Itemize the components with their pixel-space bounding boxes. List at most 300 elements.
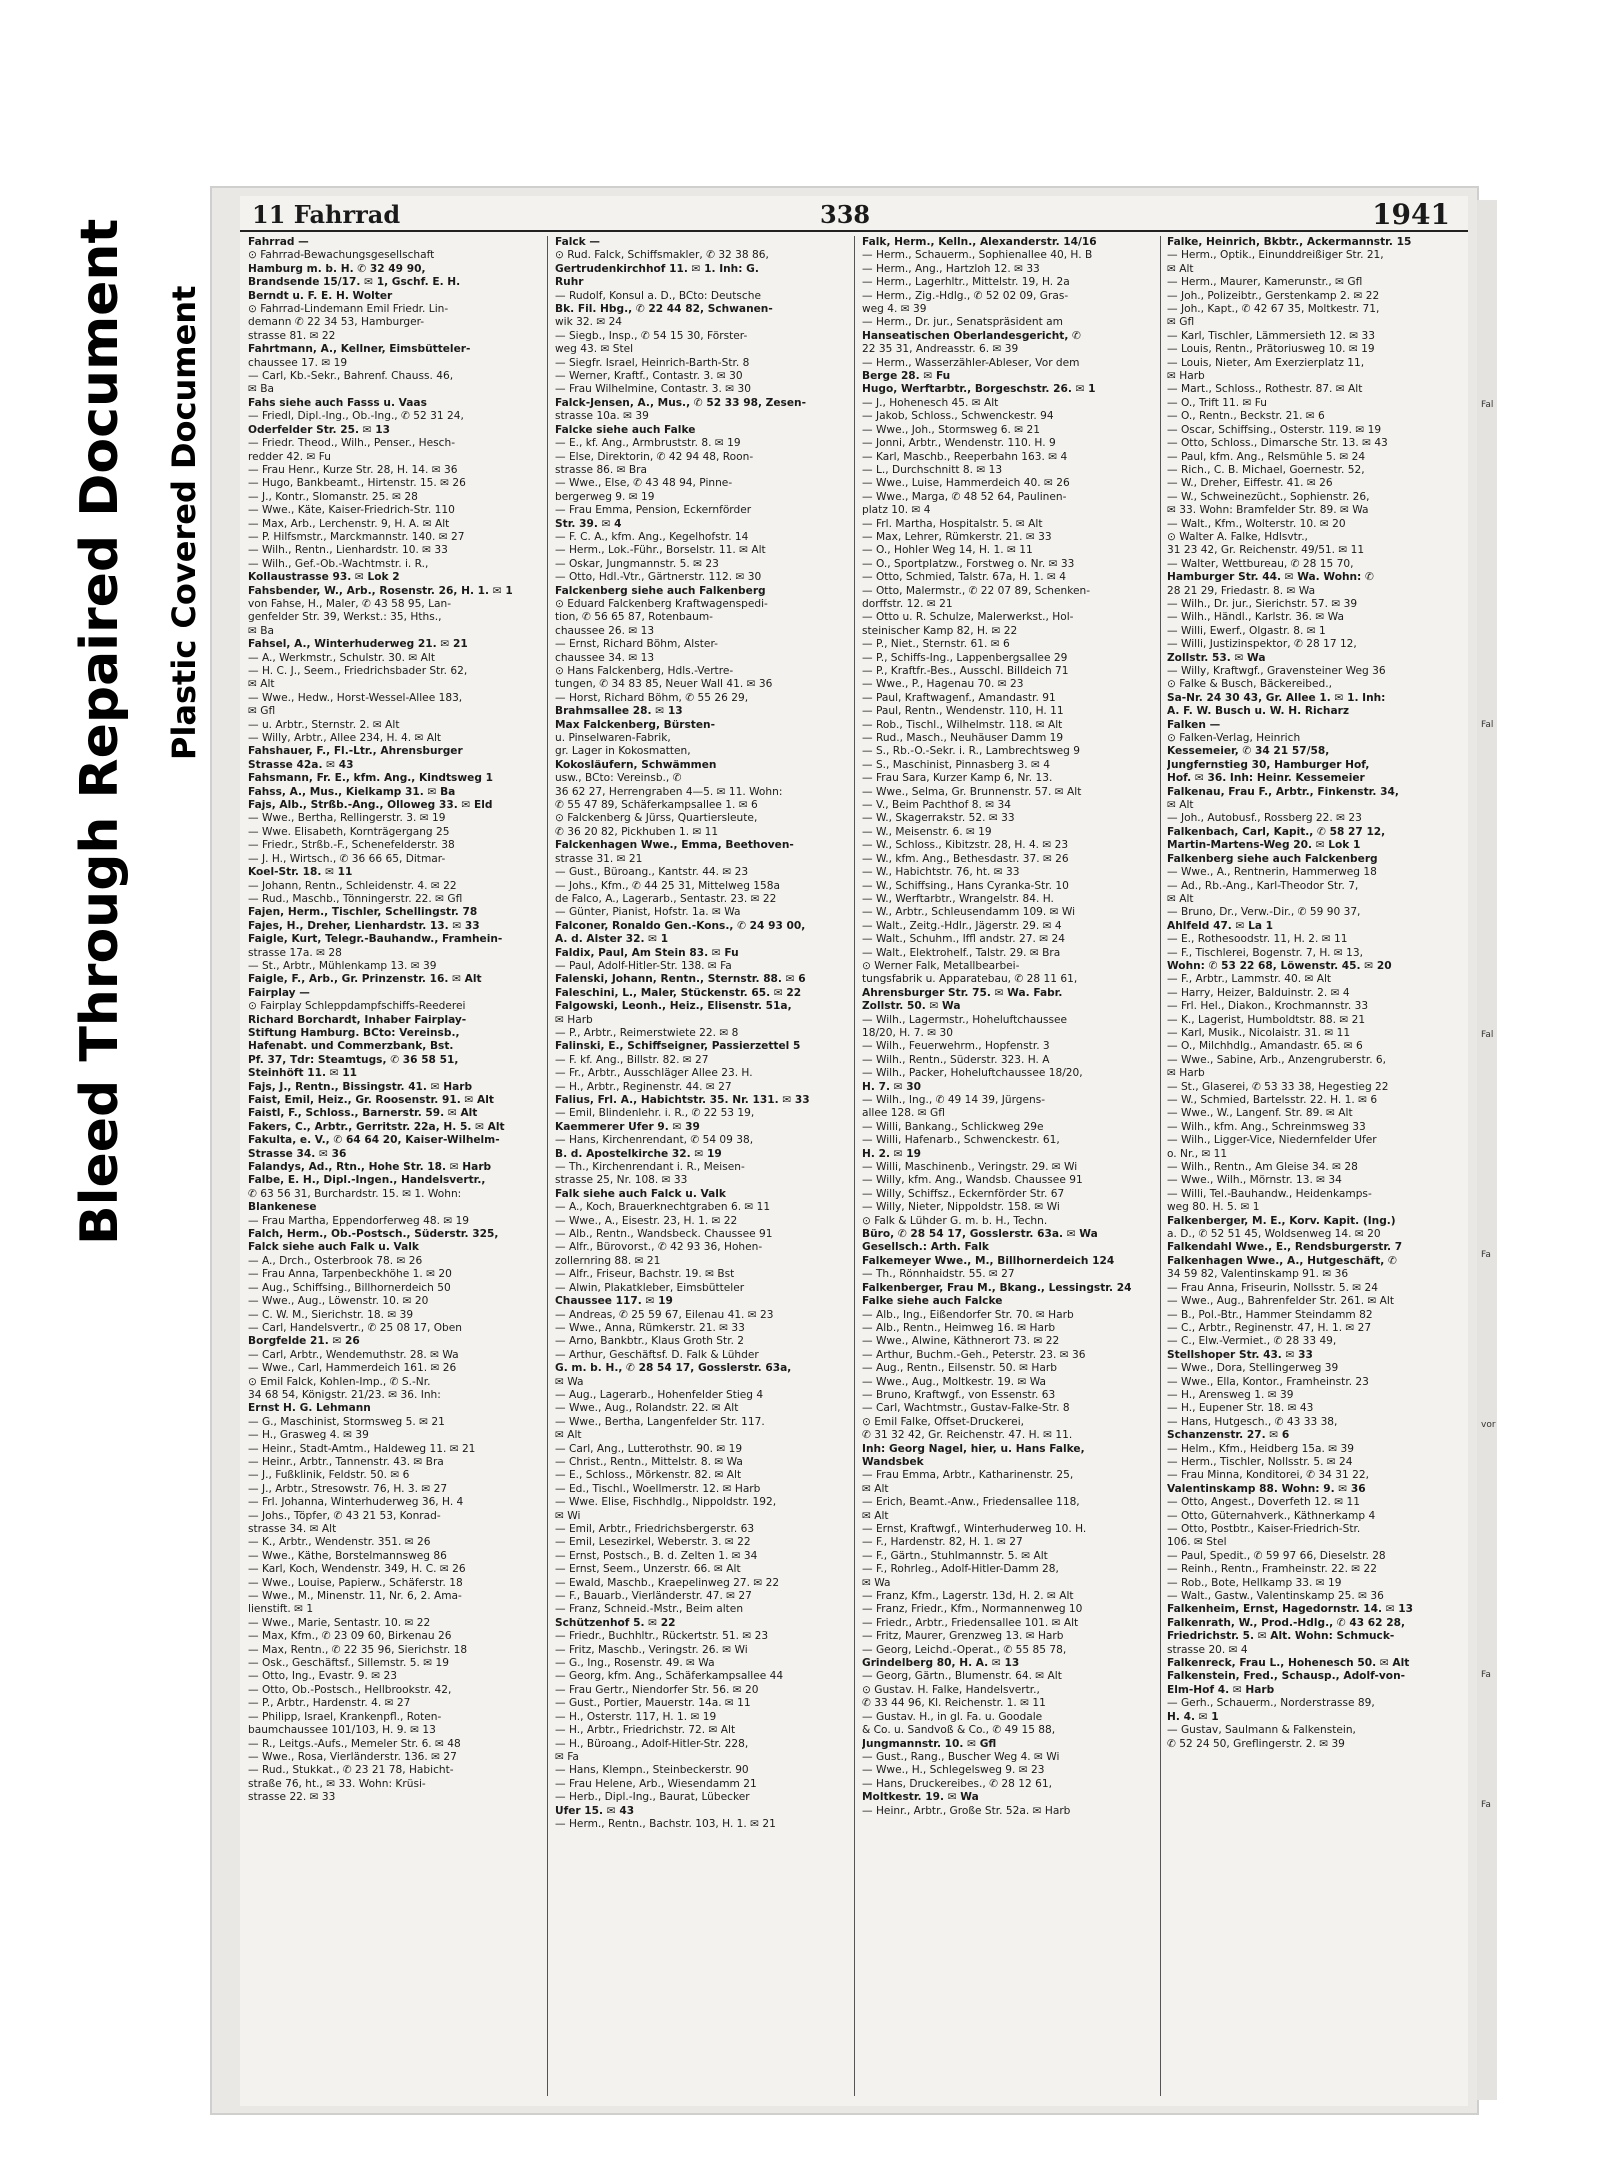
directory-entry: Fahrtmann, A., Kellner, Eimsbütteler-	[248, 343, 471, 356]
directory-entry: Inh: Georg Nagel, hier, u. Hans Falke,	[862, 1442, 1085, 1455]
directory-column-4	[1167, 236, 1462, 1751]
directory-entry: — Rud., Masch., Neuhäuser Damm 19	[862, 732, 1064, 745]
directory-entry: — Carl, Wachtmstr., Gustav-Falke-Str. 8	[862, 1402, 1070, 1415]
directory-entry: — A., Werkmstr., Schulstr. 30. ✉ Alt	[248, 651, 435, 664]
directory-entry: — Otto, Güternahverk., Käthnerkamp 4	[1167, 1509, 1376, 1522]
directory-entry: — P. Hilfsmstr., Marckmannstr. 140. ✉ 27	[248, 530, 465, 543]
directory-entry: ⊙ Gustav. H. Falke, Handelsvertr.,	[862, 1683, 1040, 1696]
directory-entry: — H., Eupener Str. 18. ✉ 43	[1167, 1402, 1314, 1415]
directory-entry: — F., Rohrleg., Adolf-Hitler-Damm 28,	[862, 1563, 1059, 1576]
directory-entry: — Wwe., Ella, Kontor., Framheinstr. 23	[1167, 1375, 1369, 1388]
directory-entry: — Ernst, Seem., Unzerstr. 66. ✉ Alt	[555, 1563, 741, 1576]
directory-entry: Fahs siehe auch Fasss u. Vaas	[248, 396, 427, 409]
directory-entry: — Karl, Koch, Wendenstr. 349, H. C. ✉ 26	[248, 1563, 466, 1576]
directory-entry: gr. Lager in Kokosmatten,	[555, 745, 691, 758]
directory-entry: ✉ Alt	[862, 1482, 889, 1495]
directory-entry: — Walt., Zeitg.-Hdlr., Jägerstr. 29. ✉ 4	[862, 919, 1062, 932]
directory-entry: Kessemeier, ✆ 34 21 57/58,	[1167, 745, 1330, 758]
directory-entry: Büro, ✆ 28 54 17, Gosslerstr. 63a. ✉ Wa	[862, 1228, 1098, 1241]
directory-entry: — Willi, Bankang., Schlickweg 29e	[862, 1120, 1044, 1133]
directory-entry: Fajs, J., Rentn., Bissingstr. 41. ✉ Harb	[248, 1080, 473, 1093]
directory-entry: — Frau Henr., Kurze Str. 28, H. 14. ✉ 36	[248, 463, 458, 476]
directory-entry: — W., Meisenstr. 6. ✉ 19	[862, 825, 992, 838]
directory-entry: Falkenrath, W., Prod.-Hdlg., ✆ 43 62 28,	[1167, 1616, 1405, 1629]
directory-entry: — Paul, Adolf-Hitler-Str. 138. ✉ Fa	[555, 959, 732, 972]
directory-entry: — Hugo, Bankbeamt., Hirtenstr. 15. ✉ 26	[248, 477, 466, 490]
directory-entry: — Wwe. Elisabeth, Kornträgergang 25	[248, 825, 450, 838]
directory-entry: — Otto u. R. Schulze, Malerwerkst., Hol-	[862, 611, 1074, 624]
directory-entry: Fairplay —	[248, 986, 310, 999]
directory-entry: Hanseatischen Oberlandesgericht, ✆	[862, 329, 1081, 342]
directory-entry: Berge 28. ✉ Fu	[862, 370, 951, 383]
adjacent-page-fragment: Fa	[1481, 1800, 1491, 1810]
directory-entry: — Horst, Richard Böhm, ✆ 55 26 29,	[555, 691, 749, 704]
directory-entry: — Frau Gertr., Niendorfer Str. 56. ✉ 20	[555, 1683, 759, 1696]
directory-entry: — W., Schiffsing., Hans Cyranka-Str. 10	[862, 879, 1069, 892]
directory-entry: — Wwe., Bertha, Langenfelder Str. 117.	[555, 1415, 765, 1428]
directory-entry: ✉ Ba	[248, 624, 275, 637]
directory-entry: B. d. Apostelkirche 32. ✉ 19	[555, 1147, 722, 1160]
directory-entry: Falckenhagen Wwe., Emma, Beethoven-	[555, 839, 794, 852]
directory-entry: — Paul, Spedit., ✆ 59 97 66, Dieselstr. 28	[1167, 1549, 1386, 1562]
directory-entry: — Wwe., Marga, ✆ 48 52 64, Paulinen-	[862, 490, 1067, 503]
directory-entry: — Paul, kfm. Ang., Relsmühle 5. ✉ 24	[1167, 450, 1366, 463]
directory-entry: ✉ Alt	[1167, 892, 1194, 905]
directory-entry: — Ed., Tischl., Woellmerstr. 12. ✉ Harb	[555, 1482, 761, 1495]
page-header	[240, 196, 1468, 232]
directory-entry: — J., Arbtr., Stresowstr. 76, H. 3. ✉ 27	[248, 1482, 448, 1495]
directory-entry: — Andreas, ✆ 25 59 67, Eilenau 41. ✉ 23	[555, 1308, 774, 1321]
directory-entry: o. Nr., ✉ 11	[1167, 1147, 1228, 1160]
running-head-left: 11 Fahrrad	[252, 200, 401, 229]
directory-entry: — P., Arbtr., Reimerstwiete 22. ✉ 8	[555, 1026, 739, 1039]
directory-entry: — Aug., Schiffsing., Billhornerdeich 50	[248, 1281, 451, 1294]
directory-entry: — Herm., Schauerm., Sophienallee 40, H. B	[862, 249, 1093, 262]
directory-entry: Falkenberger, Frau M., Bkang., Lessingstr. 24	[862, 1281, 1132, 1294]
directory-entry: Fajs, Alb., Strßb.-Ang., Olloweg 33. ✉ Eld	[248, 799, 493, 812]
directory-entry: — B., Pol.-Btr., Hammer Steindamm 82	[1167, 1308, 1373, 1321]
directory-entry: — J., Hohenesch 45. ✉ Alt	[862, 396, 999, 409]
directory-entry: Falck siehe auch Falk u. Valk	[248, 1241, 419, 1254]
directory-entry: — Franz, Kfm., Lagerstr. 13d, H. 2. ✉ Alt	[862, 1590, 1074, 1603]
directory-entry: — Wilh., Händl., Karlstr. 36. ✉ Wa	[1167, 611, 1344, 624]
directory-entry: Koel-Str. 18. ✉ 11	[248, 866, 353, 879]
directory-entry: ✉ Harb	[555, 1013, 593, 1026]
directory-entry: — P., Arbtr., Hardenstr. 4. ✉ 27	[248, 1697, 411, 1710]
directory-entry: — K., Lagerist, Humboldtstr. 88. ✉ 21	[1167, 1013, 1366, 1026]
directory-entry: u. Pinselwaren-Fabrik,	[555, 732, 671, 745]
directory-entry: — Herb., Dipl.-Ing., Baurat, Lübecker	[555, 1791, 750, 1804]
directory-entry: — W., Schloss., Kibitzstr. 28, H. 4. ✉ 23	[862, 839, 1069, 852]
directory-entry: — Wwe., Aug., Löwenstr. 10. ✉ 20	[248, 1295, 429, 1308]
directory-entry: — Max, Lehrer, Rümkerstr. 21. ✉ 33	[862, 530, 1052, 543]
directory-column-3	[862, 236, 1157, 1818]
scanned-page	[212, 188, 1477, 2113]
directory-entry: — Wwe., A., Rentnerin, Hammerweg 18	[1167, 866, 1377, 879]
directory-entry: Friedrichstr. 5. ✉ Alt. Wohn: Schmuck-	[1167, 1630, 1395, 1643]
directory-entry: Strasse 42a. ✉ 43	[248, 758, 354, 771]
directory-entry: — Otto, Postbtr., Kaiser-Friedrich-Str.	[1167, 1523, 1361, 1535]
directory-entry: weg 43. ✉ Stel	[555, 343, 634, 356]
directory-entry: — Herm., Zig.-Hdlg., ✆ 52 02 09, Gras-	[862, 289, 1069, 302]
directory-entry: — E., Schloss., Mörkenstr. 82. ✉ Alt	[555, 1469, 742, 1482]
directory-entry: — C. W. M., Sierichstr. 18. ✉ 39	[248, 1308, 414, 1321]
directory-entry: Stiftung Hamburg. BCto: Vereinsb.,	[248, 1026, 460, 1039]
directory-entry: de Falco, A., Lagerarb., Sentastr. 23. ✉ 22	[555, 892, 777, 905]
directory-entry: strasse 34. ✉ Alt	[248, 1523, 337, 1535]
directory-entry: ✉ Alt	[862, 1509, 889, 1522]
directory-entry: — Wilh., Dr. jur., Sierichstr. 57. ✉ 39	[1167, 597, 1358, 610]
directory-entry: — Herm., Ang., Hartzloh 12. ✉ 33	[862, 262, 1040, 275]
directory-entry: ✆ 63 56 31, Burchardstr. 15. ✉ 1. Wohn:	[248, 1187, 462, 1200]
directory-entry: Martin-Martens-Weg 20. ✉ Lok 1	[1167, 839, 1361, 852]
directory-entry: ✉ Wa	[555, 1375, 584, 1388]
page-number: 338	[820, 200, 871, 229]
directory-entry: — Ewald, Maschb., Kraepelinweg 27. ✉ 22	[555, 1576, 780, 1589]
directory-entry: Falandys, Ad., Rtn., Hohe Str. 18. ✉ Harb	[248, 1161, 492, 1174]
directory-entry: — Karl, Tischler, Lämmersieth 12. ✉ 33	[1167, 329, 1376, 342]
directory-entry: — Wwe., W., Langenf. Str. 89. ✉ Alt	[1167, 1107, 1353, 1120]
directory-entry: — C., Elw.-Vermiet., ✆ 28 33 49,	[1167, 1335, 1337, 1348]
directory-entry: — Rob., Tischl., Wilhelmstr. 118. ✉ Alt	[862, 718, 1063, 731]
directory-entry: — Max, Rentn., ✆ 22 35 96, Sierichstr. 18	[248, 1643, 468, 1656]
directory-entry: — Gust., Portier, Mauerstr. 14a. ✉ 11	[555, 1697, 751, 1710]
directory-entry: — Bruno, Kraftwgf., von Essenstr. 63	[862, 1388, 1056, 1401]
directory-entry: A. F. W. Busch u. W. H. Richarz	[1167, 705, 1349, 718]
directory-entry: & Co. u. Sandvoß & Co., ✆ 49 15 88,	[862, 1724, 1056, 1737]
directory-entry: weg 4. ✉ 39	[862, 303, 927, 316]
directory-entry: — Johs., Kfm., ✆ 44 25 31, Mittelweg 158a	[555, 879, 780, 892]
directory-entry: ✉ Wi	[555, 1509, 581, 1522]
directory-entry: tungen, ✆ 34 83 85, Neuer Wall 41. ✉ 36	[555, 678, 773, 691]
directory-entry: steinischer Kamp 82, H. ✉ 22	[862, 624, 1018, 637]
directory-entry: — Georg, kfm. Ang., Schäferkampsallee 44	[555, 1670, 784, 1683]
directory-entry: Zollstr. 50. ✉ Wa	[862, 1000, 961, 1013]
directory-entry: — St., Arbtr., Mühlenkamp 13. ✉ 39	[248, 959, 437, 972]
directory-entry: Falkenberger, M. E., Korv. Kapit. (Ing.)	[1167, 1214, 1396, 1227]
directory-entry: — L., Durchschnitt 8. ✉ 13	[862, 463, 1003, 476]
directory-entry: — Carl, Arbtr., Wendemuthstr. 28. ✉ Wa	[248, 1348, 459, 1361]
directory-entry: — Max, Arb., Lerchenstr. 9, H. A. ✉ Alt	[248, 517, 450, 530]
directory-entry: — Otto, Ob.-Postsch., Hellbrookstr. 42,	[248, 1683, 452, 1696]
directory-entry: Fahsel, A., Winterhuderweg 21. ✉ 21	[248, 638, 468, 651]
directory-entry: — Joh., Polizeibtr., Gerstenkamp 2. ✉ 22	[1167, 289, 1380, 302]
directory-entry: — Jonni, Arbtr., Wendenstr. 110. H. 9	[862, 437, 1056, 450]
directory-entry: — Gerh., Schauerm., Norderstrasse 89,	[1167, 1697, 1375, 1710]
directory-entry: — Erich, Beamt.-Anw., Friedensallee 118,	[862, 1496, 1080, 1509]
directory-entry: — Willi, Ewerf., Olgastr. 8. ✉ 1	[1167, 624, 1326, 637]
directory-entry: — Paul, Kraftwagenf., Amandastr. 91	[862, 691, 1056, 704]
directory-entry: Wandsbek	[862, 1455, 924, 1468]
directory-entry: — H. C. J., Seem., Friedrichsbader Str. 62,	[248, 665, 468, 677]
directory-entry: Faleschini, L., Maler, Stückenstr. 65. ✉ 22	[555, 986, 802, 999]
directory-entry: — Willi, Hafenarb., Schwenckestr. 61,	[862, 1134, 1060, 1147]
directory-entry: Falius, Frl. A., Habichtstr. 35. Nr. 131. ✉ 33	[555, 1094, 810, 1106]
directory-entry: — Hans, Kirchenrendant, ✆ 54 09 38,	[555, 1134, 754, 1147]
directory-entry: — Walter, Wettbureau, ✆ 28 15 70,	[1167, 557, 1354, 570]
directory-entry: — Georg, Gärtn., Blumenstr. 64. ✉ Alt	[862, 1670, 1062, 1683]
directory-entry: — F., Tischlerei, Bogenstr. 7, H. ✉ 13,	[1167, 946, 1363, 959]
directory-entry: — Friedr., Arbtr., Friedensallee 101. ✉ Alt	[862, 1616, 1079, 1629]
directory-entry: — Fritz, Maurer, Grenzweg 13. ✉ Harb	[862, 1630, 1064, 1643]
directory-entry: — W., Schweinezücht., Sophienstr. 26,	[1167, 490, 1370, 503]
directory-entry: — W., Habichtstr. 76, ht. ✉ 33	[862, 866, 1020, 879]
directory-entry: — Mart., Schloss., Rothestr. 87. ✉ Alt	[1167, 383, 1363, 396]
directory-entry: — Wwe., Rosa, Vierländerstr. 136. ✉ 27	[248, 1750, 457, 1763]
directory-entry: Valentinskamp 88. Wohn: 9. ✉ 36	[1167, 1482, 1366, 1495]
directory-entry: — Arthur, Buchm.-Geh., Peterstr. 23. ✉ 36	[862, 1348, 1086, 1361]
directory-column-1	[248, 236, 543, 1805]
directory-entry: Falken —	[1167, 718, 1221, 731]
directory-entry: — Wwe., Sabine, Arb., Anzengruberstr. 6,	[1167, 1053, 1387, 1066]
directory-entry: Grindelberg 80, H. A. ✉ 13	[862, 1657, 1020, 1670]
directory-entry: — Wilh., Rentn., Lienhardstr. 10. ✉ 33	[248, 544, 448, 557]
directory-entry: — Georg, Leichd.-Operat., ✆ 55 85 78,	[862, 1643, 1067, 1656]
directory-entry: Falkenhagen Wwe., A., Hutgeschäft, ✆	[1167, 1254, 1397, 1267]
directory-entry: — Carl, Ang., Lutterothstr. 90. ✉ 19	[555, 1442, 743, 1455]
directory-entry: Falinski, E., Schiffseigner, Passierzettel 5	[555, 1040, 801, 1053]
directory-entry: von Fahse, H., Maler, ✆ 43 58 95, Lan-	[248, 597, 452, 610]
directory-entry: — Heinr., Arbtr., Große Str. 52a. ✉ Harb	[862, 1804, 1071, 1817]
directory-entry: Fahsmann, Fr. E., kfm. Ang., Kindtsweg 1	[248, 772, 493, 785]
directory-entry: — Willy, Nieter, Nippoldstr. 158. ✉ Wi	[862, 1201, 1060, 1214]
directory-entry: — Willi, Tel.-Bauhandw., Heidenkamps-	[1167, 1187, 1372, 1200]
directory-entry: Fakers, C., Arbtr., Gerritstr. 22a, H. 5. ✉ Alt	[248, 1120, 505, 1133]
directory-entry: Gesellsch.: Arth. Falk	[862, 1241, 989, 1254]
directory-entry: Faigle, F., Arb., Gr. Prinzenstr. 16. ✉ Alt	[248, 973, 482, 986]
directory-entry: tungsfabrik u. Apparatebau, ✆ 28 11 61,	[862, 973, 1078, 986]
directory-entry: — Otto, Angest., Doverfeth 12. ✉ 11	[1167, 1496, 1361, 1509]
directory-entry: — Frau Martha, Eppendorferweg 48. ✉ 19	[248, 1214, 470, 1227]
directory-entry: H. 7. ✉ 30	[862, 1080, 921, 1093]
directory-entry: — Willy, Schiffsz., Eckernförder Str. 67	[862, 1187, 1065, 1200]
directory-entry: Faist, Emil, Heiz., Gr. Roosenstr. 91. ✉ Alt	[248, 1094, 494, 1106]
directory-entry: — Wwe., Else, ✆ 43 48 94, Pinne-	[555, 477, 733, 490]
directory-entry: ⊙ Fairplay Schleppdampfschiffs-Reederei	[248, 1000, 466, 1013]
directory-entry: Kokosläufern, Schwämmen	[555, 758, 717, 771]
directory-entry: — Louis, Nieter, Am Exerzierplatz 11,	[1167, 356, 1365, 369]
directory-entry: — Wwe., P., Hagenau 70. ✉ 23	[862, 678, 1024, 691]
directory-entry: ✆ 31 32 42, Gr. Reichenstr. 47. H. ✉ 11.	[862, 1429, 1073, 1442]
directory-entry: ✆ 33 44 96, Kl. Reichenstr. 1. ✉ 11	[862, 1697, 1046, 1710]
directory-entry: — H., Arbtr., Reginenstr. 44. ✉ 27	[555, 1080, 732, 1093]
directory-entry: — Wwe., H., Schlegelsweg 9. ✉ 23	[862, 1764, 1045, 1777]
directory-entry: — Wilh., Packer, Hoheluftchaussee 18/20,	[862, 1067, 1083, 1080]
directory-entry: tion, ✆ 56 65 87, Rotenbaum-	[555, 611, 714, 624]
directory-entry: — Frl. Hel., Diakon., Krochmannstr. 33	[1167, 1000, 1369, 1013]
directory-entry: — Carl, Kb.-Sekr., Bahrenf. Chauss. 46,	[248, 370, 454, 383]
directory-entry: — Wwe., M., Minenstr. 11, Nr. 6, 2. Ama-	[248, 1590, 462, 1603]
directory-entry: ✆ 36 20 82, Pickhuben 1. ✉ 11	[555, 825, 719, 838]
directory-entry: Faigle, Kurt, Telegr.-Bauhandw., Framhein-	[248, 933, 503, 946]
directory-entry: — Else, Direktorin, ✆ 42 94 48, Roon-	[555, 450, 754, 463]
directory-entry: ✉ Gfl	[1167, 316, 1195, 329]
directory-entry: — H., Osterstr. 117, H. 1. ✉ 19	[555, 1710, 717, 1723]
directory-entry: strasse 22. ✉ 33	[248, 1791, 336, 1804]
directory-entry: ⊙ Emil Falck, Kohlen-Imp., ✆ S.-Nr.	[248, 1375, 431, 1388]
directory-entry: G. m. b. H., ✆ 28 54 17, Gosslerstr. 63a,	[555, 1362, 792, 1375]
directory-entry: Falkenheim, Ernst, Hagedornstr. 14. ✉ 13	[1167, 1603, 1414, 1616]
directory-entry: — Herm., Lok.-Führ., Borselstr. 11. ✉ Alt	[555, 544, 766, 557]
directory-entry: zollernring 88. ✉ 21	[555, 1254, 661, 1267]
directory-entry: — Aug., Rentn., Eilsenstr. 50. ✉ Harb	[862, 1362, 1057, 1375]
directory-entry: Berndt u. F. E. H. Wolter	[248, 289, 393, 302]
column-divider	[547, 236, 548, 2096]
plastic-covered-label: Plastic Covered Document	[165, 285, 203, 760]
directory-entry: — Oscar, Schiffsing., Osterstr. 119. ✉ 19	[1167, 423, 1382, 436]
directory-entry: ✉ Gfl	[248, 705, 276, 718]
directory-entry: — O., Sportplatzw., Forstweg o. Nr. ✉ 33	[862, 557, 1075, 570]
directory-entry: — Günter, Pianist, Hofstr. 1a. ✉ Wa	[555, 906, 741, 919]
directory-entry: Falkenberg siehe auch Falckenberg	[1167, 852, 1378, 865]
directory-entry: weg 80. H. 5. ✉ 1	[1167, 1201, 1260, 1214]
directory-entry: — Otto, Hdl.-Vtr., Gärtnerstr. 112. ✉ 30	[555, 571, 762, 584]
directory-entry: — Wilh., Rentn., Süderstr. 323. H. A	[862, 1053, 1050, 1066]
directory-entry: — Johann, Rentn., Schleidenstr. 4. ✉ 22	[248, 879, 457, 892]
directory-entry: Falbe, E. H., Dipl.-Ingen., Handelsvertr.,	[248, 1174, 486, 1187]
directory-entry: — Wwe., Selma, Gr. Brunnenstr. 57. ✉ Alt	[862, 785, 1082, 798]
directory-entry: usw., BCto: Vereinsb., ✆	[555, 772, 682, 785]
directory-entry: ✉ Alt	[248, 678, 275, 691]
directory-entry: Brahmsallee 28. ✉ 13	[555, 705, 683, 718]
directory-entry: — R., Leitgs.-Aufs., Memeler Str. 6. ✉ 48	[248, 1737, 461, 1750]
directory-entry: — W., kfm. Ang., Bethesdastr. 37. ✉ 26	[862, 852, 1069, 865]
directory-entry: — E., Rothesoodstr. 11, H. 2. ✉ 11	[1167, 933, 1348, 946]
directory-entry: ✆ 55 47 89, Schäferkampsallee 1. ✉ 6	[555, 799, 758, 812]
directory-entry: 36 62 27, Herrengraben 4—5. ✉ 11. Wohn:	[555, 785, 783, 798]
directory-entry: lienstift. ✉ 1	[248, 1603, 314, 1616]
directory-entry: — Willi, Justizinspektor, ✆ 28 17 12,	[1167, 638, 1357, 651]
directory-entry: — P., Niet., Sternstr. 61. ✉ 6	[862, 638, 1010, 651]
directory-entry: — F. C. A., kfm. Ang., Kegelhofstr. 14	[555, 530, 749, 543]
directory-entry: Schanzenstr. 27. ✉ 6	[1167, 1429, 1290, 1442]
directory-entry: ⊙ Falk & Lühder G. m. b. H., Techn.	[862, 1214, 1048, 1227]
adjacent-page-fragment: Fa	[1481, 1670, 1491, 1680]
directory-entry: — Frau Emma, Pension, Eckernförder	[555, 504, 752, 517]
directory-entry: strasse 81. ✉ 22	[248, 329, 336, 342]
directory-entry: 28 21 29, Friedastr. 8. ✉ Wa	[1167, 584, 1316, 597]
directory-entry: — Alb., Rentn., Heimweg 16. ✉ Harb	[862, 1321, 1056, 1334]
directory-entry: — O., Trift 11. ✉ Fu	[1167, 396, 1267, 409]
directory-entry: Wohn: ✆ 53 22 68, Löwenstr. 45. ✉ 20	[1167, 959, 1392, 972]
directory-entry: — H., Büroang., Adolf-Hitler-Str. 228,	[555, 1737, 749, 1750]
directory-entry: ⊙ Rud. Falck, Schiffsmakler, ✆ 32 38 86,	[555, 249, 769, 262]
directory-entry: — H., Grasweg 4. ✉ 39	[248, 1429, 369, 1442]
directory-entry: ✉ 33. Wohn: Bramfelder Str. 89. ✉ Wa	[1167, 504, 1369, 517]
directory-entry: — Arno, Bankbtr., Klaus Groth Str. 2	[555, 1335, 745, 1348]
directory-entry: — Wwe. Elise, Fischhdlg., Nippoldstr. 192,	[555, 1496, 777, 1509]
directory-entry: — Walt., Elektrohelf., Talstr. 29. ✉ Bra	[862, 946, 1061, 959]
directory-entry: Sa-Nr. 24 30 43, Gr. Allee 1. ✉ 1. Inh:	[1167, 691, 1386, 704]
directory-entry: — A., Drch., Osterbrook 78. ✉ 26	[248, 1254, 423, 1267]
directory-entry: Falkendahl Wwe., E., Rendsburgerstr. 7	[1167, 1241, 1403, 1254]
directory-entry: — Wilh., Lagermstr., Hoheluftchaussee	[862, 1013, 1068, 1026]
directory-entry: Falke siehe auch Falcke	[862, 1295, 1003, 1308]
directory-entry: — Fr., Arbtr., Ausschläger Allee 23. H.	[555, 1067, 753, 1080]
directory-entry: ✉ Harb	[1167, 1067, 1205, 1080]
adjacent-page-edge	[1477, 200, 1497, 2100]
directory-entry: — Wwe., Marie, Sentastr. 10. ✉ 22	[248, 1616, 431, 1629]
directory-entry: ✉ Harb	[1167, 370, 1205, 383]
directory-entry: Jungmannstr. 10. ✉ Gfl	[862, 1737, 997, 1750]
directory-entry: — Osk., Geschäftsf., Sillemstr. 5. ✉ 19	[248, 1657, 449, 1670]
directory-entry: — Wwe., Dora, Stellingerweg 39	[1167, 1362, 1339, 1375]
directory-entry: chaussee 34. ✉ 13	[555, 651, 655, 664]
directory-entry: 18/20, H. 7. ✉ 30	[862, 1026, 953, 1039]
directory-entry: Hugo, Werftarbtr., Borgeschstr. 26. ✉ 1	[862, 383, 1096, 396]
directory-entry: Fahsbender, W., Arb., Rosenstr. 26, H. 1. ✉ 1	[248, 584, 513, 597]
directory-entry: ⊙ Hans Falckenberg, Hdls.-Vertre-	[555, 665, 734, 677]
directory-entry: Falkemeyer Wwe., M., Billhornerdeich 124	[862, 1254, 1115, 1267]
directory-entry: — Ernst, Kraftwgf., Winterhuderweg 10. H.	[862, 1523, 1087, 1535]
directory-entry: baumchaussee 101/103, H. 9. ✉ 13	[248, 1724, 436, 1737]
directory-entry: — Otto, Malermstr., ✆ 22 07 89, Schenken-	[862, 584, 1091, 597]
adjacent-page-fragment: Fal	[1481, 400, 1494, 410]
directory-entry: — Herm., Dr. jur., Senatspräsident am	[862, 316, 1063, 329]
directory-entry: Fajen, Herm., Tischler, Schellingstr. 78	[248, 906, 478, 919]
directory-entry: — Frau Anna, Tarpenbeckhöhe 1. ✉ 20	[248, 1268, 452, 1281]
directory-entry: — Th., Kirchenrendant i. R., Meisen-	[555, 1161, 745, 1174]
directory-entry: — Wilh., Ing., ✆ 49 14 39, Jürgens-	[862, 1094, 1046, 1106]
directory-entry: — G., Maschinist, Stormsweg 5. ✉ 21	[248, 1415, 445, 1428]
directory-entry: — Joh., Autobusf., Rossberg 22. ✉ 23	[1167, 812, 1362, 825]
directory-entry: Fajes, H., Dreher, Lienhardstr. 13. ✉ 33	[248, 919, 480, 932]
directory-entry: Hamburger Str. 44. ✉ Wa. Wohn: ✆	[1167, 571, 1374, 584]
directory-entry: ⊙ Falken-Verlag, Heinrich	[1167, 732, 1301, 745]
directory-entry: strasse 31. ✉ 21	[555, 852, 643, 865]
directory-entry: ⊙ Falke & Busch, Bäckereibed.,	[1167, 678, 1332, 691]
directory-entry: — u. Arbtr., Sternstr. 2. ✉ Alt	[248, 718, 400, 731]
directory-entry: dorffstr. 12. ✉ 21	[862, 597, 953, 610]
directory-entry: — P., Schiffs-Ing., Lappenbergsallee 29	[862, 651, 1068, 664]
directory-entry: — Frau Minna, Konditorei, ✆ 34 31 22,	[1167, 1469, 1369, 1482]
directory-entry: Falck —	[555, 236, 601, 248]
directory-entry: ✉ Fa	[555, 1750, 579, 1763]
directory-entry: — Hans, Hutgesch., ✆ 43 33 38,	[1167, 1415, 1338, 1428]
directory-entry: — Herm., Rentn., Bachstr. 103, H. 1. ✉ 21	[555, 1817, 776, 1830]
directory-entry: — Otto, Ing., Evastr. 9. ✉ 23	[248, 1670, 397, 1683]
directory-entry: strasse 86. ✉ Bra	[555, 463, 648, 476]
directory-entry: — Gust., Büroang., Kantstr. 44. ✉ 23	[555, 866, 749, 879]
directory-entry: — Johs., Töpfer, ✆ 43 21 53, Konrad-	[248, 1509, 441, 1522]
directory-entry: — Wilh., kfm. Ang., Schreinmsweg 33	[1167, 1120, 1366, 1133]
directory-entry: — Herm., Maurer, Kamerunstr., ✉ Gfl	[1167, 276, 1363, 289]
directory-entry: — Wwe., A., Eisestr. 23, H. 1. ✉ 22	[555, 1214, 738, 1227]
directory-entry: — Otto, Schloss., Dimarsche Str. 13. ✉ 43	[1167, 437, 1388, 450]
directory-entry: Str. 39. ✉ 4	[555, 517, 622, 530]
directory-entry: Faistl, F., Schloss., Barnerstr. 59. ✉ Alt	[248, 1107, 478, 1120]
directory-entry: — Ernst, Postsch., B. d. Zelten 1. ✉ 34	[555, 1549, 758, 1562]
directory-entry: — Gustav. H., in gl. Fa. u. Goodale	[862, 1710, 1043, 1723]
directory-entry: Stellshoper Str. 43. ✉ 33	[1167, 1348, 1313, 1361]
directory-entry: Falenski, Johann, Rentn., Sternstr. 88. ✉ 6	[555, 973, 806, 986]
directory-entry: — Emil, Arbtr., Friedrichsbergerstr. 63	[555, 1523, 755, 1535]
directory-entry: — Th., Rönnhaidstr. 55. ✉ 27	[862, 1268, 1015, 1281]
directory-entry: — W., Werftarbtr., Wrangelstr. 84. H.	[862, 892, 1054, 905]
directory-entry: — F., Gärtn., Stuhlmannstr. 5. ✉ Alt	[862, 1549, 1048, 1562]
directory-entry: — Frau Helene, Arb., Wiesendamm 21	[555, 1777, 757, 1790]
directory-entry: — Werner, Kraftf., Contastr. 3. ✉ 30	[555, 370, 743, 383]
directory-entry: — Arthur, Geschäftsf. D. Falk & Lühder	[555, 1348, 759, 1361]
directory-entry: — Heinr., Arbtr., Tannenstr. 43. ✉ Bra	[248, 1455, 444, 1468]
directory-entry: — Bruno, Dr., Verw.-Dir., ✆ 59 90 37,	[1167, 906, 1361, 919]
directory-entry: — Friedr., Strßb.-F., Schenefelderstr. 38	[248, 839, 455, 852]
directory-entry: — Hans, Druckereibes., ✆ 28 12 61,	[862, 1777, 1052, 1790]
directory-entry: — A., Koch, Brauerknechtgraben 6. ✉ 11	[555, 1201, 771, 1214]
directory-entry: — Rudolf, Konsul a. D., BCto: Deutsche	[555, 289, 761, 302]
directory-entry: — Franz, Friedr., Kfm., Normannenweg 10	[862, 1603, 1083, 1616]
directory-entry: — W., Skagerrakstr. 52. ✉ 33	[862, 812, 1015, 825]
